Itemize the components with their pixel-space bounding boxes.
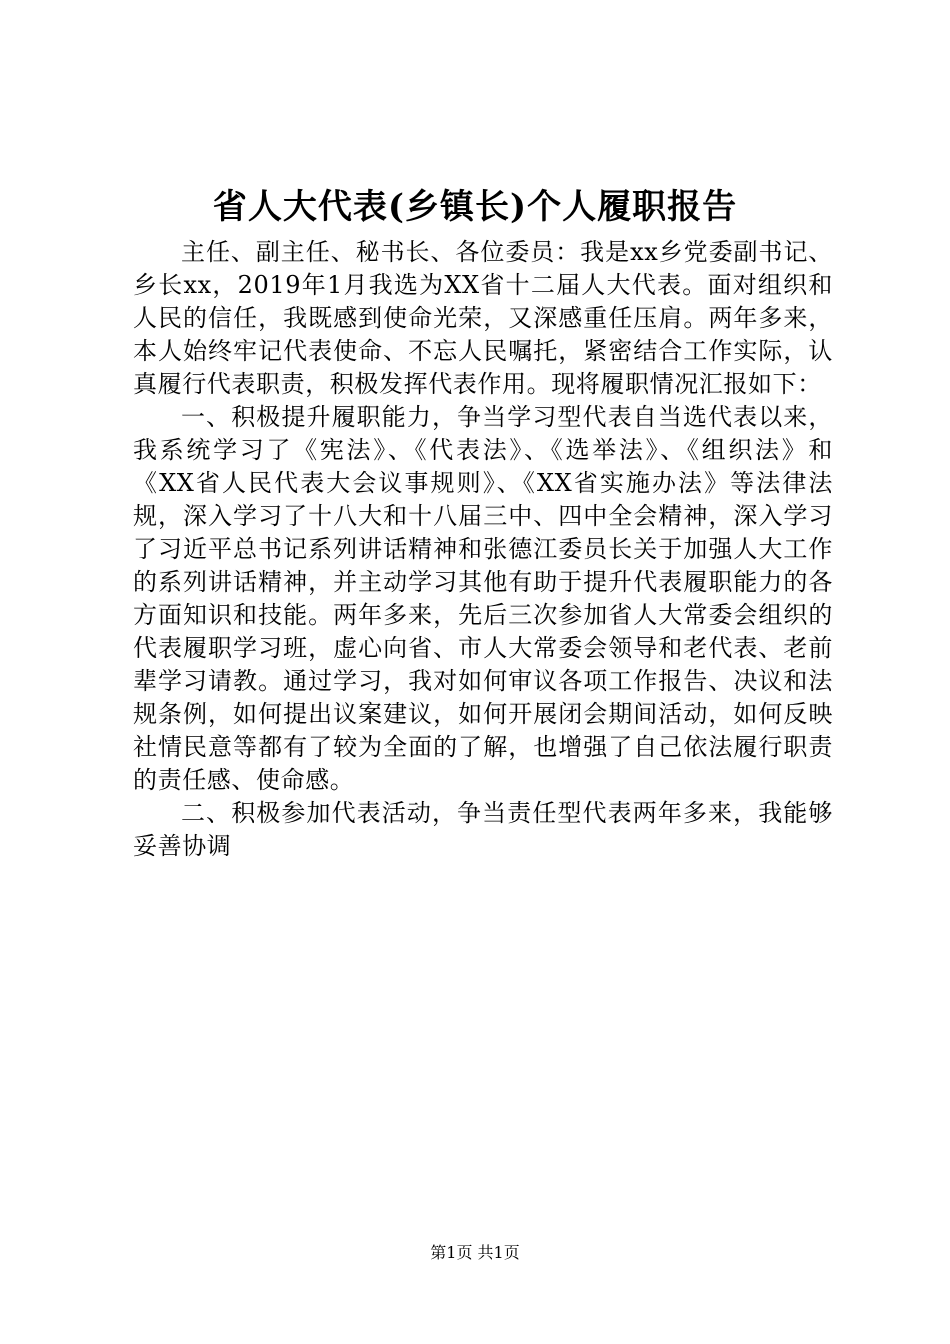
paragraph-section-two: 二、积极参加代表活动，争当责任型代表两年多来，我能够妥善协调 bbox=[133, 799, 833, 860]
document-body bbox=[133, 236, 833, 863]
paragraph-section-one: 一、积极提升履职能力，争当学习型代表自当选代表以来，我系统学习了《宪法》、《代表法》、《选举法》、《组织法》和《XX省人民代表大会议事规则》、《XX省实施办法》等法律法规，深入学习了十八大和十八届三中、四中全会精神，深入学习了习近平总书记系列讲话精神和张德江委员长关于加强人大工作的系列讲话精神，并主动学习其他有助于提升代表履职能力的各方面知识和技能。两年多来，先后三次参加省人大常委会组织的代表履职学习班，虚心向省、市人大常委会领导和老代表、老前辈学习请教。通过学习，我对如何审议各项工作报告、决议和法规条例，如何提出议案建议，如何开展闭会期间活动，如何反映社情民意等都有了较为全面的了解，也增强了自己依法履行职责的责任感、使命感。 bbox=[133, 403, 833, 794]
paragraph-intro: 主任、副主任、秘书长、各位委员：我是xx乡党委副书记、乡长xx，2019年1月我选为XX省十二届人大代表。面对组织和人民的信任，我既感到使命光荣，又深感重任压肩。两年多来，本人始终牢记代表使命、不忘人民嘱托，紧密结合工作实际，认真履行代表职责，积极发挥代表作用。现将履职情况汇报如下： bbox=[133, 238, 833, 398]
page-number-footer: 第1页 共1页 bbox=[430, 1243, 520, 1262]
document-title: 省人大代表(乡镇长)个人履职报告 bbox=[212, 187, 738, 227]
